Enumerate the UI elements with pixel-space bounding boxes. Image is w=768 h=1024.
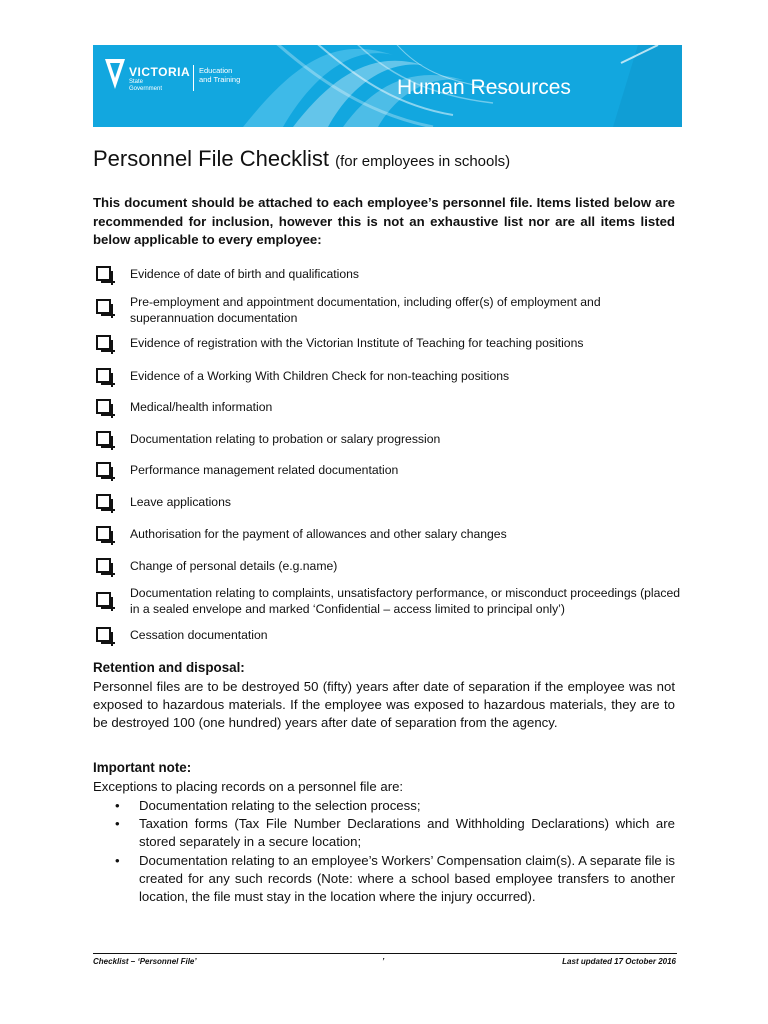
note-heading: Important note: bbox=[93, 760, 192, 775]
checklist-item-label: Performance management related documentation bbox=[130, 463, 399, 477]
list-item: • Documentation relating to the selection process; bbox=[93, 797, 675, 815]
checklist-item-label: Evidence of date of birth and qualifications bbox=[130, 267, 360, 281]
checklist-item[interactable] bbox=[96, 266, 686, 282]
checklist-item-label: Authorisation for the payment of allowances and other salary changes bbox=[130, 527, 507, 541]
checklist-item-label: Cessation documentation bbox=[130, 628, 268, 642]
checkbox-icon[interactable] bbox=[96, 592, 111, 607]
title-main: Personnel File Checklist bbox=[93, 146, 329, 171]
checkbox-icon[interactable] bbox=[96, 368, 111, 383]
checklist-item-label: Leave applications bbox=[130, 495, 231, 509]
checkbox-icon[interactable] bbox=[96, 627, 111, 642]
bullet-icon: • bbox=[115, 852, 120, 868]
checkbox-icon[interactable] bbox=[96, 299, 111, 314]
checklist-item-label: Pre-employment and appointment documentation, including offer(s) of employment and superannuation documentation bbox=[130, 295, 601, 325]
bullet-icon: • bbox=[115, 798, 120, 813]
checklist-item-label: Documentation relating to complaints, unsatisfactory performance, or misconduct proceedings (placed in a sealed envelope and marked ‘Confidential – access limited to principal only’) bbox=[130, 586, 681, 616]
list-item: • Taxation forms (Tax File Number Declarations and Withholding Declarations) which are stored separately in a secure location; bbox=[115, 816, 675, 850]
bullet-icon: • bbox=[115, 816, 120, 832]
banner-swoosh-graphic bbox=[93, 45, 682, 127]
checklist-item-label: Medical/health information bbox=[130, 400, 273, 414]
retention-text: Personnel files are to be destroyed 50 (fifty) years after date of separation if the employee was not exposed to hazardous materials. If the employee was exposed to hazardous materials, they are to be destroyed 100 (one hundred) years after date of separation from the agency. bbox=[93, 679, 675, 731]
checklist-item-label: Evidence of a Working With Children Check for non-teaching positions bbox=[130, 369, 510, 383]
checklist-item[interactable] bbox=[96, 399, 686, 415]
checklist-item[interactable] bbox=[96, 526, 686, 542]
checklist-item-label: Change of personal details (e.g.name) bbox=[130, 559, 338, 573]
checkbox-icon[interactable] bbox=[96, 335, 111, 350]
logo-divider bbox=[193, 65, 194, 91]
checklist-item[interactable] bbox=[96, 294, 686, 326]
list-item: • Documentation relating to an employee’s Workers’ Compensation claim(s). A separate file is created for any such records (Note: where a school based employee transfers to another location, the file must stay in the location where the injury occurred). bbox=[115, 852, 675, 905]
title-suffix: (for employees in schools) bbox=[335, 153, 511, 170]
checkbox-icon[interactable] bbox=[96, 462, 111, 477]
checkbox-icon[interactable] bbox=[96, 399, 111, 414]
checklist-item[interactable] bbox=[96, 585, 686, 617]
header-banner bbox=[93, 45, 682, 127]
checkbox-icon[interactable] bbox=[96, 494, 111, 509]
footer-divider bbox=[93, 953, 677, 954]
checkbox-icon[interactable] bbox=[96, 558, 111, 573]
checklist-item[interactable] bbox=[96, 335, 686, 351]
checklist-item[interactable] bbox=[96, 627, 686, 643]
checklist-item[interactable] bbox=[96, 431, 686, 447]
intro-paragraph: This document should be attached to each employee’s personnel file. Items listed below are recommended for inclusion, however this is not an exhaustive list nor are all items listed below applicable to every employee: bbox=[93, 195, 675, 247]
retention-heading: Retention and disposal: bbox=[93, 660, 245, 675]
checklist-item[interactable] bbox=[96, 368, 686, 384]
checklist-item-label: Documentation relating to probation or salary progression bbox=[130, 432, 441, 446]
checklist-item[interactable] bbox=[96, 494, 686, 510]
banner-title: Human Resources bbox=[397, 76, 571, 99]
checklist-item-label: Evidence of registration with the Victorian Institute of Teaching for teaching positions bbox=[130, 336, 584, 350]
checklist-item[interactable] bbox=[96, 558, 686, 574]
footer-right: Last updated 17 October 2016 bbox=[562, 957, 676, 966]
page-title bbox=[93, 146, 510, 172]
logo-wordmark: VICTORIA bbox=[129, 65, 191, 79]
checklist-item[interactable] bbox=[96, 462, 686, 478]
checkbox-icon[interactable] bbox=[96, 526, 111, 541]
note-lead: Exceptions to placing records on a personnel file are: bbox=[93, 779, 404, 794]
exceptions-list bbox=[93, 797, 675, 906]
logo-subtitle: State Government bbox=[129, 79, 163, 92]
checkbox-icon[interactable] bbox=[96, 431, 111, 446]
footer-left: Checklist – ‘Personnel File’ bbox=[93, 957, 197, 966]
footer-center: ’ bbox=[382, 957, 385, 966]
checkbox-icon[interactable] bbox=[96, 266, 111, 281]
department-name: Education and Training bbox=[199, 66, 241, 84]
